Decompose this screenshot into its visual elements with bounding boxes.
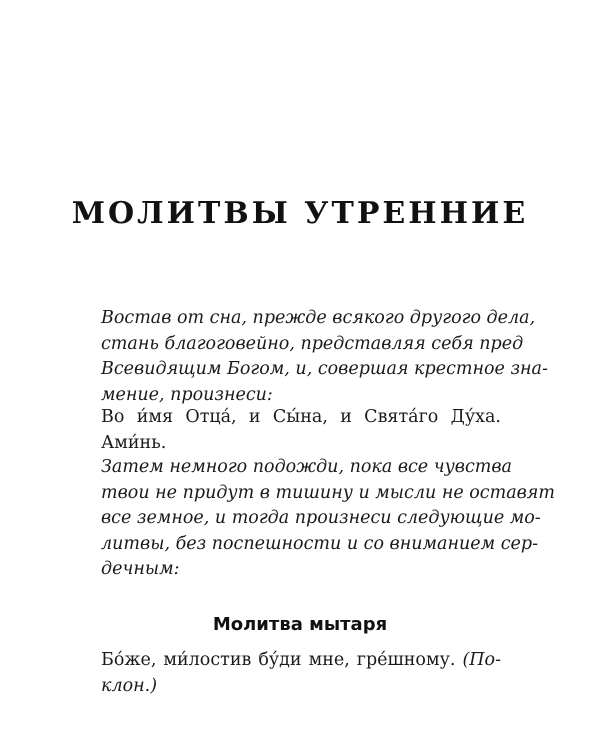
intro-line: Всевидящим Богом, и, совершая крестное зна- bbox=[101, 359, 548, 379]
prayer-line bbox=[101, 648, 501, 674]
prayer-note-continued: клон.) bbox=[101, 675, 158, 696]
prayer-heading: Молитва мытаря bbox=[212, 614, 388, 635]
invocation-line: Во и́мя Отца́, и Сы́на, и Свята́го Ду́ха. bbox=[101, 407, 501, 427]
prayer-note: (По- bbox=[462, 650, 501, 670]
instruction-line: литвы, без поспешности и со вниманием сер- bbox=[101, 533, 538, 554]
invocation-line: Ами́нь. bbox=[101, 432, 167, 453]
instruction-line: все земное, и тогда произнеси следующие мо- bbox=[101, 508, 541, 528]
intro-line: Востав от сна, прежде всякого другого дела, bbox=[101, 308, 536, 328]
prayer-text: Бо́же, ми́лостив бу́ди мне, гре́шному. bbox=[101, 650, 456, 670]
instruction-line: Затем немного подожди, пока все чувства bbox=[101, 457, 512, 477]
intro-paragraph bbox=[101, 306, 548, 408]
instruction-paragraph bbox=[101, 455, 555, 583]
page-title: МОЛИТВЫ УТРЕННИЕ bbox=[71, 196, 529, 231]
intro-line: мение, произнеси: bbox=[101, 384, 273, 405]
instruction-line: твои не придут в тишину и мысли не оставят bbox=[101, 482, 555, 503]
intro-line: стань благоговейно, представляя себя пред bbox=[101, 333, 524, 354]
invocation-paragraph bbox=[101, 405, 501, 456]
instruction-line: дечным: bbox=[101, 559, 180, 579]
prayer-paragraph bbox=[101, 648, 501, 699]
